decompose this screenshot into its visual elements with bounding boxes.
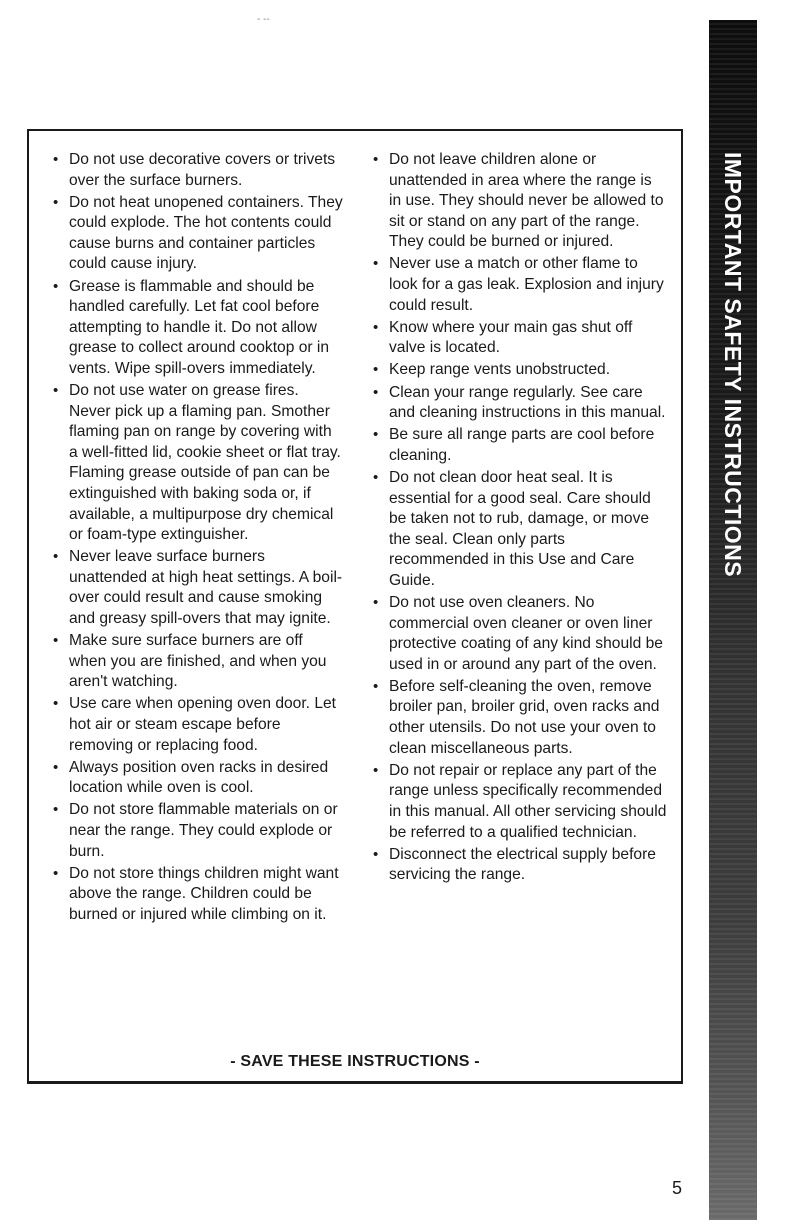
list-item: • Do not heat unopened containers. They could explode. The hot contents could cause burns and container particles could cause injury. bbox=[53, 193, 343, 275]
list-item: • Grease is flammable and should be handled carefully. Let fat cool before attempting to handle it. Do not allow grease to collect around cooktop or in vents. Wipe spill-overs immediately. bbox=[53, 277, 343, 380]
list-item: • Disconnect the electrical supply before servicing the range. bbox=[373, 845, 668, 886]
list-item: • Never leave surface burners unattended at high heat settings. A boil-over could result and cause smoking and greasy spill-overs that may ignite. bbox=[53, 547, 343, 629]
list-item: • Do not store things children might want above the range. Children could be burned or injured while climbing on it. bbox=[53, 864, 343, 926]
page-number: 5 bbox=[672, 1178, 683, 1198]
list-item: • Be sure all range parts are cool before cleaning. bbox=[373, 425, 668, 466]
list-item: • Never use a match or other flame to look for a gas leak. Explosion and injury could result. bbox=[373, 254, 668, 316]
list-item: • Know where your main gas shut off valve is located. bbox=[373, 318, 668, 359]
list-item: • Do not use oven cleaners. No commercial oven cleaner or oven liner protective coating of any kind should be used in or around any part of the oven. bbox=[373, 593, 668, 675]
list-item: • Do not use decorative covers or trivets over the surface burners. bbox=[53, 150, 343, 191]
list-item: • Keep range vents unobstructed. bbox=[373, 360, 668, 381]
save-instructions-footer: - SAVE THESE INSTRUCTIONS - bbox=[230, 1053, 480, 1070]
left-column-list bbox=[53, 150, 343, 927]
list-item: • Before self-cleaning the oven, remove broiler pan, broiler grid, oven racks and other utensils. Do not use your oven to clean miscellaneous parts. bbox=[373, 677, 668, 759]
list-item: • Do not repair or replace any part of the range unless specifically recommended in this manual. All other servicing should be referred to a qualified technician. bbox=[373, 761, 668, 843]
safety-instructions-box bbox=[27, 129, 683, 1084]
section-tab-title: IMPORTANT SAFETY INSTRUCTIONS bbox=[720, 152, 746, 578]
list-item: • Make sure surface burners are off when you are finished, and when you aren't watching. bbox=[53, 631, 343, 693]
list-item: • Do not use water on grease fires. Never pick up a flaming pan. Smother flaming pan on range by covering with a well-fitted lid, cookie sheet or flat tray. Flaming grease outside of pan can be extinguished with baking soda or, if available, a multipurpose dry chemical or foam-type extinguisher. bbox=[53, 381, 343, 546]
section-tab bbox=[709, 20, 757, 1220]
list-item: • Always position oven racks in desired location while oven is cool. bbox=[53, 758, 343, 799]
scan-mark: - -- bbox=[257, 14, 270, 25]
right-column-list bbox=[373, 150, 668, 887]
list-item: • Do not store flammable materials on or near the range. They could explode or burn. bbox=[53, 800, 343, 862]
list-item: • Clean your range regularly. See care and cleaning instructions in this manual. bbox=[373, 383, 668, 424]
list-item: • Do not clean door heat seal. It is essential for a good seal. Care should be taken not to rub, damage, or move the seal. Clean only parts recommended in this Use and Care Guide. bbox=[373, 468, 668, 592]
list-item: • Do not leave children alone or unattended in area where the range is in use. They should never be allowed to sit or stand on any part of the range. They could be burned or injured. bbox=[373, 150, 668, 253]
list-item: • Use care when opening oven door. Let hot air or steam escape before removing or replacing food. bbox=[53, 694, 343, 756]
